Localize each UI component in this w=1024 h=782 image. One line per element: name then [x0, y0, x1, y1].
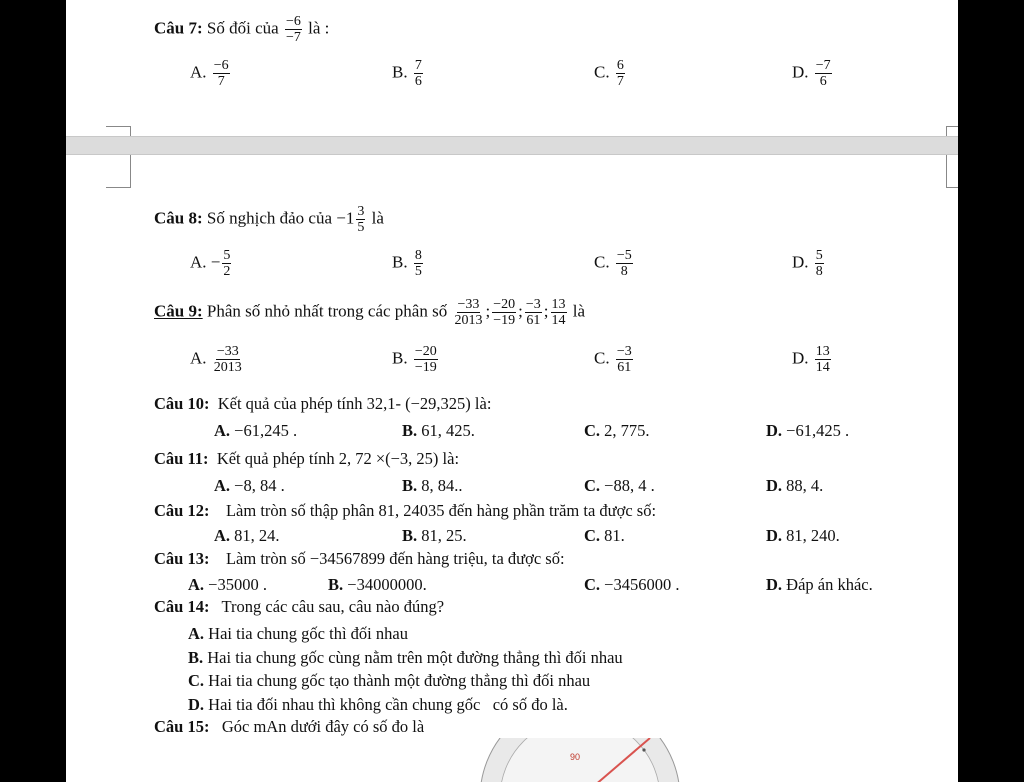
fraction: [815, 58, 832, 89]
denominator: 8: [620, 264, 628, 280]
q14-option-c: [188, 671, 590, 691]
question-label: Câu 13:: [154, 549, 210, 568]
question-label: Câu 14:: [154, 597, 210, 616]
question-text-end: là: [371, 208, 384, 228]
question-text: Số đối của: [206, 18, 279, 38]
question-text-end: là: [572, 301, 586, 321]
denominator: −19: [493, 313, 516, 329]
denominator: 14: [551, 313, 566, 329]
q14-option-a: [188, 624, 408, 644]
q7-option-d: [792, 58, 834, 89]
protractor-label: 90: [570, 752, 581, 762]
question-text: Trong các câu sau, câu nào đúng?: [221, 597, 445, 616]
option-value: −88, 4 .: [604, 476, 655, 495]
numerator: 5: [815, 248, 823, 263]
point-marker: [642, 748, 645, 751]
document-page-top: [66, 0, 958, 136]
numerator: 6: [616, 58, 624, 73]
option-value: −61,425 .: [786, 421, 850, 440]
option-value: 8, 84..: [421, 476, 463, 495]
question-14: [154, 599, 444, 616]
question-label: Câu 7:: [154, 18, 203, 38]
question-label: Câu 9:: [154, 301, 203, 321]
option-value: −8, 84 .: [234, 476, 285, 495]
option-key: D.: [792, 348, 809, 368]
option-key: D.: [766, 575, 783, 594]
denominator: 6: [414, 74, 422, 90]
option-key: A.: [188, 575, 205, 594]
q11-option-d: [766, 476, 823, 496]
denominator: 7: [217, 74, 225, 90]
denominator: 14: [815, 360, 830, 376]
option-key: D.: [766, 421, 783, 440]
option-value: −61,245 .: [234, 421, 298, 440]
question-15: [154, 719, 424, 736]
fraction: [616, 58, 625, 89]
question-text: Số nghịch đảo của: [206, 208, 333, 228]
crop-mark: [946, 155, 958, 188]
question-text-end: là :: [308, 18, 330, 38]
question-label: Câu 11:: [154, 449, 209, 468]
option-sign: −: [210, 252, 221, 272]
fraction: [285, 14, 302, 45]
q12-option-a: [214, 526, 280, 546]
denominator: 2: [223, 264, 231, 280]
fraction: [453, 297, 483, 328]
denominator: 61: [617, 360, 632, 376]
option-value: −35000 .: [208, 575, 267, 594]
option-key: B.: [188, 648, 204, 667]
denominator: 5: [414, 264, 422, 280]
option-key: D.: [792, 252, 809, 272]
q13-option-d: [766, 575, 873, 595]
option-value: Hai tia đối nhau thì không cần chung gốc có số đo là.: [208, 695, 568, 714]
numerator: 7: [414, 58, 422, 73]
option-value: −34000000.: [347, 575, 427, 594]
question-8: [154, 204, 384, 235]
denominator: 2013: [213, 360, 242, 376]
fraction: [525, 297, 542, 328]
option-key: B.: [392, 348, 408, 368]
fraction: [213, 58, 230, 89]
question-text: Phân số nhỏ nhất trong các phân số: [206, 301, 448, 321]
numerator: 13: [815, 344, 830, 359]
numerator: −20: [493, 297, 516, 312]
q10-option-a: [214, 421, 297, 441]
q12-option-b: [402, 526, 467, 546]
option-key: A.: [190, 252, 207, 272]
denominator: 8: [815, 264, 823, 280]
q10-option-d: [766, 421, 849, 441]
page-break-gap: [66, 136, 958, 155]
option-key: B.: [392, 252, 408, 272]
option-value: 81, 25.: [421, 526, 467, 545]
fraction: [222, 248, 231, 279]
numerator: 13: [551, 297, 566, 312]
q9-option-a: [190, 344, 245, 375]
crop-mark: [106, 126, 131, 136]
numerator: −3: [616, 344, 632, 359]
option-value: 61, 425.: [421, 421, 475, 440]
numerator: −20: [414, 344, 437, 359]
question-13: [154, 551, 565, 568]
option-key: C.: [594, 252, 610, 272]
fraction: [213, 344, 243, 375]
question-label: Câu 8:: [154, 208, 203, 228]
fraction: [356, 204, 365, 235]
fraction: [815, 344, 831, 375]
question-7: [154, 14, 329, 45]
q8-option-b: [392, 248, 425, 279]
denominator: 7: [616, 74, 624, 90]
q8-option-a: [190, 248, 233, 279]
option-value: 88, 4.: [786, 476, 824, 495]
numerator: −6: [285, 14, 301, 29]
option-key: B.: [328, 575, 344, 594]
q13-option-c: [584, 575, 679, 595]
q7-option-b: [392, 58, 425, 89]
option-key: D.: [188, 695, 205, 714]
option-key: B.: [402, 421, 418, 440]
option-key: A.: [190, 62, 207, 82]
option-value: 81.: [604, 526, 625, 545]
q9-option-d: [792, 344, 833, 375]
q9-option-b: [392, 344, 440, 375]
q14-option-d: [188, 695, 568, 715]
q10-option-b: [402, 421, 475, 441]
numerator: −6: [213, 58, 229, 73]
option-key: A.: [214, 526, 231, 545]
option-value: 81, 240.: [786, 526, 840, 545]
denominator: −19: [414, 360, 437, 376]
question-label: Câu 15:: [154, 717, 210, 736]
question-text: Kết quả phép tính 2, 72 ×(−3, 25) là:: [216, 449, 460, 468]
question-text: Góc mAn dưới đây có số đo là: [221, 717, 425, 736]
option-key: A.: [188, 624, 205, 643]
option-key: C.: [594, 62, 610, 82]
q13-option-a: [188, 575, 267, 595]
option-value: −3456000 .: [604, 575, 680, 594]
numerator: 3: [357, 204, 365, 219]
option-key: D.: [792, 62, 809, 82]
q13-option-b: [328, 575, 427, 595]
question-10: [154, 396, 491, 413]
q8-option-c: [594, 248, 635, 279]
q11-option-c: [584, 476, 655, 496]
fraction: [414, 248, 423, 279]
numerator: −7: [815, 58, 831, 73]
q12-option-c: [584, 526, 625, 546]
denominator: 5: [357, 220, 365, 236]
option-value: Hai tia chung gốc tạo thành một đường thẳng thì đối nhau: [208, 671, 591, 690]
option-key: D.: [766, 526, 783, 545]
question-label: Câu 12:: [154, 501, 210, 520]
fraction: [551, 297, 567, 328]
q12-option-d: [766, 526, 840, 546]
numerator: −33: [457, 297, 480, 312]
numerator: 8: [414, 248, 422, 263]
question-9: Câu 9: Phân số nhỏ nhất trong các phân số $\frac{-33}{2013}$ ; $\frac{-20}{-19}$ ; $\frac{-3}{61}$ ; $\frac{13}{14}$ là: [154, 297, 586, 329]
option-value: 81, 24.: [234, 526, 280, 545]
question-11: [154, 451, 459, 468]
option-key: C.: [188, 671, 205, 690]
fraction: [414, 344, 438, 375]
option-key: A.: [214, 421, 231, 440]
q9-option-c: [594, 344, 635, 375]
fraction: [616, 248, 633, 279]
q7-option-c: [594, 58, 627, 89]
option-key: C.: [584, 421, 601, 440]
crop-mark: [946, 126, 958, 136]
option-value: Hai tia chung gốc thì đối nhau: [208, 624, 408, 643]
option-key: B.: [392, 62, 408, 82]
mixed-whole: −1: [336, 208, 355, 228]
option-key: B.: [402, 526, 418, 545]
option-key: A.: [214, 476, 231, 495]
q11-option-b: [402, 476, 463, 496]
option-value: 2, 775.: [604, 421, 650, 440]
question-text: Làm tròn số thập phân 81, 24035 đến hàng phần trăm ta được số:: [225, 501, 657, 520]
option-key: D.: [766, 476, 783, 495]
option-key: C.: [594, 348, 610, 368]
question-text: Làm tròn số −34567899 đến hàng triệu, ta được số:: [225, 549, 565, 568]
option-key: A.: [190, 348, 207, 368]
numerator: −5: [616, 248, 632, 263]
fraction: [616, 344, 633, 375]
protractor-figure: [470, 738, 690, 782]
option-key: C.: [584, 575, 601, 594]
option-key: B.: [402, 476, 418, 495]
q14-option-b: [188, 648, 623, 668]
question-text: Kết quả của phép tính 32,1- (−29,325) là:: [217, 394, 492, 413]
q7-option-a: [190, 58, 232, 89]
denominator: 61: [526, 313, 541, 329]
question-label: Câu 10:: [154, 394, 210, 413]
denominator: 6: [819, 74, 827, 90]
fraction: [414, 58, 423, 89]
denominator: 2013: [454, 313, 483, 329]
option-value: Đáp án khác.: [786, 575, 873, 594]
q10-option-c: [584, 421, 650, 441]
option-value: Hai tia chung gốc cùng nằm trên một đường thẳng thì đối nhau: [207, 648, 623, 667]
fraction: [492, 297, 516, 328]
fraction: [815, 248, 824, 279]
q11-option-a: [214, 476, 285, 496]
crop-mark: [106, 155, 131, 188]
numerator: −3: [525, 297, 541, 312]
option-key: C.: [584, 526, 601, 545]
question-12: [154, 503, 656, 520]
option-key: C.: [584, 476, 601, 495]
numerator: −33: [216, 344, 239, 359]
denominator: −7: [285, 30, 301, 46]
numerator: 5: [223, 248, 231, 263]
q8-option-d: [792, 248, 826, 279]
